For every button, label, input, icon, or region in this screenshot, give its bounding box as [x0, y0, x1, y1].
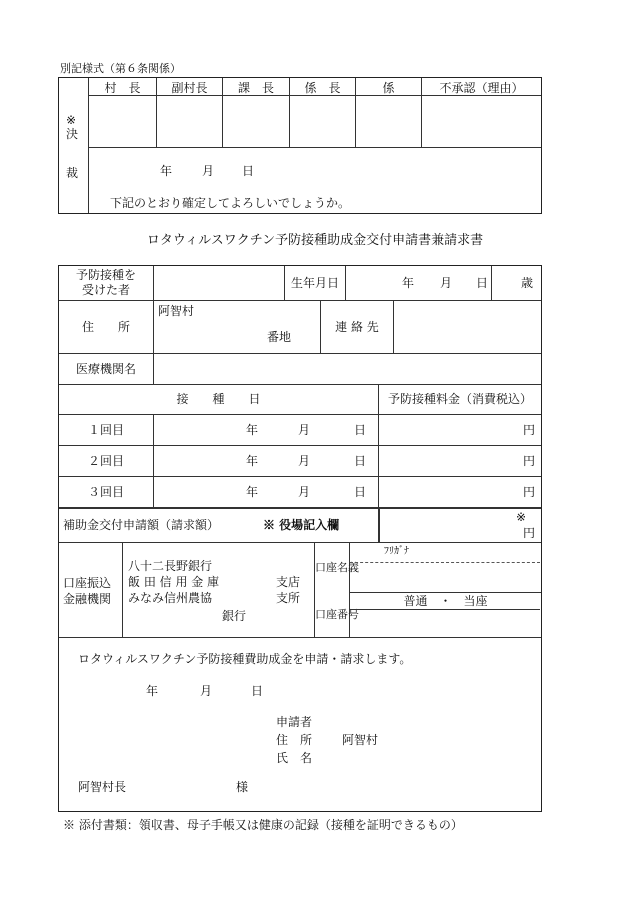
dose-1-yen: 円 [523, 423, 536, 437]
role-section-chief: 課 長 [237, 81, 274, 95]
account-number-label: 口座番号 [315, 608, 359, 621]
account-number-field[interactable] [351, 611, 540, 636]
applicant-label-1: 予防接種を [75, 268, 136, 282]
mayor-addressee: 阿智村長 [78, 780, 127, 794]
subsidy-label: 補助金交付申請額（請求額） [63, 518, 220, 532]
form-reference: 別記様式（第６条関係） [60, 62, 181, 75]
bank-option-iida: 飯 田 信 用 金 庫 [128, 575, 220, 589]
role-deputy-mayor: 副村長 [171, 81, 208, 95]
clinic-label: 医療機関名 [75, 362, 136, 376]
bank-option-82: 八十二長野銀行 [128, 559, 213, 573]
applicant-heading: 申請者 [276, 715, 313, 729]
approval-box [58, 77, 542, 214]
bank-option-ja: みなみ信州農協 [128, 591, 213, 605]
approval-confirm-text: 下記のとおり確定してよろしいでしょうか。 [110, 196, 351, 210]
dose-3-month: 月 [298, 485, 311, 499]
bank-label-1: 口座振込 [63, 576, 112, 590]
dose-2-year: 年 [246, 454, 259, 468]
dose-1-day: 日 [354, 423, 367, 437]
birth-date-label: 生年月日 [290, 276, 339, 290]
dose-1-month: 月 [298, 423, 311, 437]
declaration-day: 日 [251, 684, 264, 698]
branch-suffix: 支店 [276, 575, 301, 589]
dose-2-yen: 円 [523, 454, 536, 468]
contact-field[interactable] [395, 302, 539, 351]
attachment-note: ※ 添付書類：領収書、母子手帳又は健康の記録（接種を証明できるもの） [63, 818, 463, 832]
dose-3-yen: 円 [523, 485, 536, 499]
approval-month: 月 [202, 164, 215, 178]
declaration-text: ロタウィルスワクチン予防接種費助成金を申請・請求します。 [78, 652, 412, 666]
dose-3-day: 日 [354, 485, 367, 499]
address-banchi: 番地 [267, 330, 292, 344]
bank-label-2: 金融機関 [63, 592, 112, 606]
role-disapproval: 不承認（理由） [439, 81, 524, 95]
role-subsection-chief: 係 長 [304, 81, 341, 95]
address-label: 住 所 [81, 320, 130, 334]
address-village: 阿智村 [158, 304, 195, 318]
clinic-field[interactable] [155, 355, 539, 382]
vaccination-date-header: 接 種 日 [176, 392, 261, 406]
dose-1-label: １回目 [87, 423, 124, 437]
applicant-signature-field[interactable] [320, 748, 530, 766]
furigana-label: ﾌﾘｶﾞﾅ [384, 546, 409, 557]
account-holder-field[interactable] [351, 564, 540, 590]
approval-side-2: 裁 [66, 166, 79, 180]
dose-1-year: 年 [246, 423, 259, 437]
dose-3-label: ３回目 [87, 485, 124, 499]
applicant-name-field[interactable] [155, 268, 282, 298]
subsidy-yen: 円 [523, 526, 536, 540]
contact-label: 連 絡 先 [335, 320, 379, 334]
role-mayor: 村 長 [104, 81, 141, 95]
dose-3-year: 年 [246, 485, 259, 499]
dose-2-month: 月 [298, 454, 311, 468]
age-unit: 歳 [521, 276, 534, 290]
applicant-name-label: 氏 名 [276, 751, 313, 765]
form-title: ロタウィルスワクチン予防接種助成金交付申請書兼請求書 [146, 233, 484, 248]
birth-month: 月 [440, 276, 453, 290]
applicant-label-2: 受けた者 [81, 283, 130, 297]
branch-office-suffix: 支所 [276, 591, 301, 605]
approval-mark: ※ [66, 113, 77, 127]
applicant-address-value: 阿智村 [342, 733, 379, 747]
declaration-year: 年 [146, 684, 159, 698]
vaccination-fee-header: 予防接種料金（消費税込） [387, 392, 532, 406]
birth-year: 年 [402, 276, 415, 290]
mayor-honorific: 様 [236, 780, 249, 794]
office-use-note: ※ 役場記入欄 [263, 518, 340, 532]
approval-side-1: 決 [66, 127, 79, 141]
role-staff: 係 [382, 81, 395, 95]
approval-year: 年 [160, 164, 173, 178]
applicant-address-label: 住 所 [276, 733, 313, 747]
account-type[interactable]: 普通 ・ 当座 [403, 594, 488, 608]
dose-2-day: 日 [354, 454, 367, 468]
declaration-month: 月 [200, 684, 213, 698]
account-holder-label: 口座名義 [315, 561, 359, 574]
dose-2-label: ２回目 [87, 454, 124, 468]
approval-day: 日 [242, 164, 255, 178]
bank-suffix: 銀行 [222, 609, 247, 623]
subsidy-mark: ※ [516, 510, 527, 524]
birth-date-field[interactable] [347, 268, 489, 298]
birth-day: 日 [476, 276, 489, 290]
